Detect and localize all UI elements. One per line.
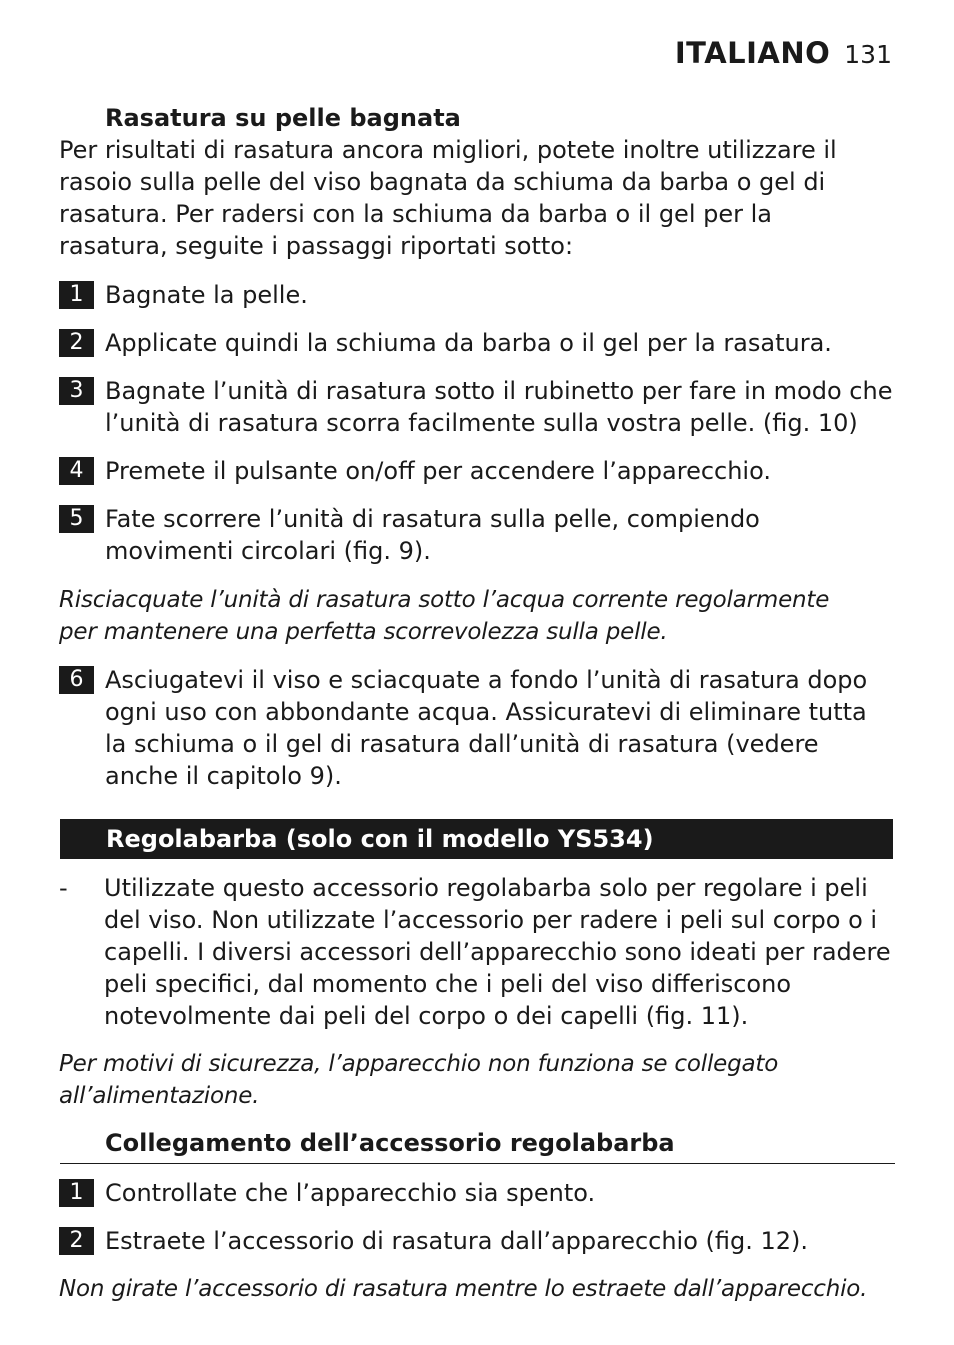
bullet-text: Utilizzate questo accessorio regolabarba solo per regolare i peli del viso. Non utilizzate l’accessorio per radere i peli sul corpo o i capelli. I diversi accessori dell’apparecchio sono ideati per radere peli specifici, dal momento che i peli del viso differiscono notevolmente dai peli del corpo o dei capelli (fig. 11). xyxy=(104,874,891,1030)
trimmer-section-title: Regolabarba (solo con il modello YS534) xyxy=(106,825,654,853)
step-number: 1 xyxy=(59,1179,94,1207)
step-number: 2 xyxy=(59,1227,94,1255)
wet-step-1 xyxy=(59,279,894,311)
wet-shaving-heading: Rasatura su pelle bagnata xyxy=(105,104,461,132)
page-header xyxy=(675,36,892,70)
step-text: Estraete l’accessorio di rasatura dall’apparecchio (fig. 12). xyxy=(105,1227,809,1255)
step-text: Controllate che l’apparecchio sia spento. xyxy=(105,1179,596,1207)
attach-step-2 xyxy=(59,1225,894,1257)
wet-step-6 xyxy=(59,664,894,792)
step-number: 2 xyxy=(59,329,94,357)
attach-trimmer-heading: Collegamento dell’accessorio regolabarba xyxy=(105,1129,675,1157)
step-number: 6 xyxy=(59,666,94,694)
step-number: 5 xyxy=(59,505,94,533)
removal-note: Non girate l’accessorio di rasatura mentre lo estraete dall’apparecchio. xyxy=(59,1276,868,1302)
page-number: 131 xyxy=(844,40,892,69)
wet-shaving-intro: Per risultati di rasatura ancora migliori, potete inoltre utilizzare il rasoio sulla pelle del viso bagnata da schiuma da barba o gel di rasatura. Per radersi con la schiuma da barba o il gel per la rasatura, seguite i passaggi riportati sotto: xyxy=(59,136,837,260)
step-text: Asciugatevi il viso e sciacquate a fondo l’unità di rasatura dopo ogni uso con abbondante acqua. Assicuratevi di eliminare tutta la schiuma o il gel di rasatura dall’unità di rasatura (vedere anche il capitolo 9). xyxy=(105,666,868,790)
step-text: Fate scorrere l’unità di rasatura sulla pelle, compiendo movimenti circolari (fig. 9). xyxy=(105,505,760,565)
step-text: Premete il pulsante on/off per accendere l’apparecchio. xyxy=(105,457,771,485)
section-title-band xyxy=(60,819,893,859)
trimmer-bullet xyxy=(59,872,894,1032)
language-label: ITALIANO xyxy=(674,36,831,70)
step-number: 3 xyxy=(59,377,94,405)
step-number: 1 xyxy=(59,281,94,309)
wet-step-4 xyxy=(59,455,894,487)
attach-step-1 xyxy=(59,1177,894,1209)
bullet-dash: - xyxy=(59,874,68,902)
step-text: Bagnate la pelle. xyxy=(105,281,308,309)
wet-step-2 xyxy=(59,327,894,359)
safety-note: Per motivi di sicurezza, l’apparecchio non funziona se collegato all’alimentazione. xyxy=(59,1051,779,1109)
wet-step-5 xyxy=(59,503,894,567)
wet-step-3 xyxy=(59,375,894,439)
step-text: Bagnate l’unità di rasatura sotto il rubinetto per fare in modo che l’unità di rasatura scorra facilmente sulla vostra pelle. (fig. 10) xyxy=(105,377,893,437)
step-number: 4 xyxy=(59,457,94,485)
rinse-note: Risciacquate l’unità di rasatura sotto l’acqua corrente regolarmente per mantenere una perfetta scorrevolezza sulla pelle. xyxy=(59,587,830,645)
step-text: Applicate quindi la schiuma da barba o il gel per la rasatura. xyxy=(105,329,832,357)
heading-rule xyxy=(60,1163,895,1164)
